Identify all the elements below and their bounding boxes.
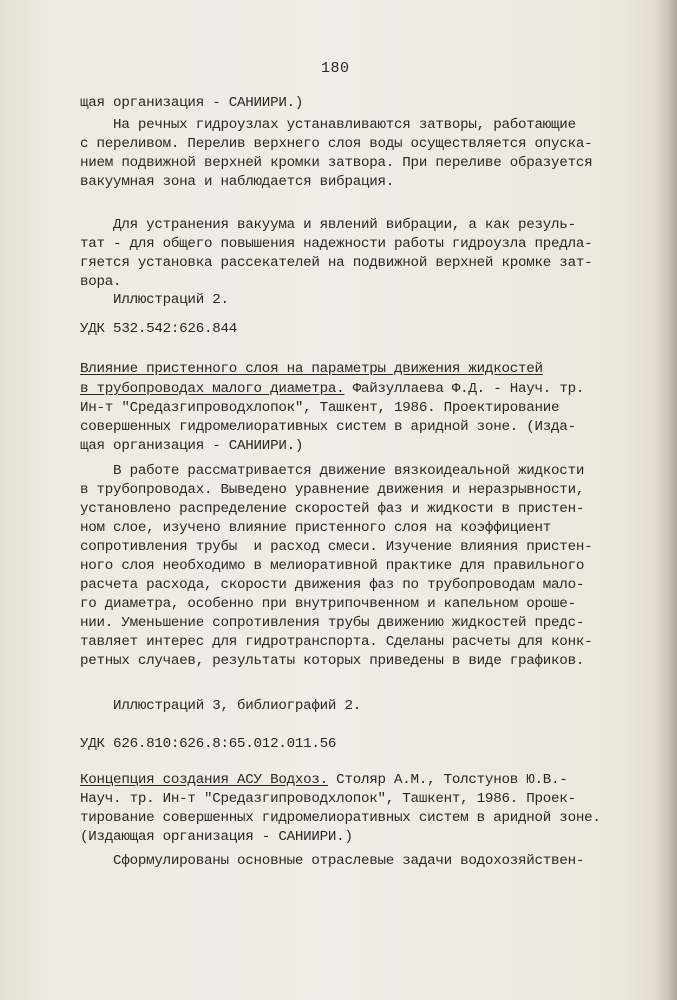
text-line: Сформулированы основные отраслевые задачи водохозяйствен- (80, 853, 585, 869)
article-authors: Столяр А.М., Толстунов Ю.В.- (327, 772, 568, 788)
text-line: (Издающая организация - САНИИРИ.) (80, 829, 353, 845)
text-line: тирование совершенных гидромелиоративных систем в аридной зоне. (80, 810, 601, 826)
article-authors: Файзуллаева Ф.Д. - Науч. тр. (344, 381, 585, 397)
text-line: ном слое, изучено влияние пристенного слоя на коэффициент (80, 520, 552, 536)
text-line: гяется установка рассекателей на подвижной верхней кромке зат- (80, 255, 593, 271)
article-title: Влияние пристенного слоя на параметры движения жидкостей (80, 361, 543, 377)
text-line: вакуумная зона и наблюдается вибрация. (80, 174, 395, 190)
article-title: в трубопроводах малого диаметра. (80, 381, 345, 397)
text-line: ного слоя необходимо в мелиоративной практике для правильного (80, 558, 585, 574)
udc-code: УДК 626.810:626.8:65.012.011.56 (80, 736, 337, 752)
text-line: тавляет интерес для гидротранспорта. Сделаны расчеты для конк- (80, 634, 593, 650)
article-title-line (80, 771, 568, 789)
text-line: с переливом. Перелив верхнего слоя воды осуществляется опуска- (80, 136, 593, 152)
text-line: го диаметра, особенно при внутрипочвенном и капельном ороше- (80, 596, 576, 612)
text-line: В работе рассматривается движение вязкоидеальной жидкости (80, 463, 585, 479)
page-number: 180 (321, 60, 350, 77)
text-line: нии. Уменьшение сопротивления трубы движению жидкостей предс- (80, 615, 585, 631)
article-title-line (80, 380, 584, 398)
text-line: Для устранения вакуума и явлений вибрации, а как резуль- (80, 217, 576, 233)
illustrations-note: Иллюстраций 3, библиографий 2. (80, 698, 361, 714)
text-line: в трубопроводах. Выведено уравнение движения и неразрывности, (80, 482, 585, 498)
text-line: совершенных гидромелиоративных систем в аридной зоне. (Изда- (80, 419, 576, 435)
text-line: нием подвижной верхней кромки затвора. При переливе образуется (80, 155, 593, 171)
article-title-line (80, 360, 543, 378)
text-line: тат - для общего повышения надежности работы гидроузла предла- (80, 236, 593, 252)
illustrations-note: Иллюстраций 2. (80, 292, 229, 308)
udc-code: УДК 532.542:626.844 (80, 321, 238, 337)
text-line: вора. (80, 274, 122, 290)
text-line: ретных случаев, результаты которых приведены в виде графиков. (80, 653, 585, 669)
page-edge-shadow (655, 0, 677, 1000)
text-line: щая организация - САНИИРИ.) (80, 95, 304, 111)
text-line: расчета расхода, скорости движения фаз по трубопроводам мало- (80, 577, 585, 593)
text-line: щая организация - САНИИРИ.) (80, 438, 304, 454)
text-line: сопротивления трубы и расход смеси. Изучение влияния пристен- (80, 539, 593, 555)
text-line: Науч. тр. Ин-т "Средазгипроводхлопок", Ташкент, 1986. Проек- (80, 791, 576, 807)
text-line: установлено распределение скоростей фаз и жидкости в пристен- (80, 501, 585, 517)
article-title: Концепция создания АСУ Водхоз. (80, 772, 328, 788)
text-line: На речных гидроузлах устанавливаются затворы, работающие (80, 117, 576, 133)
text-line: Ин-т "Средазгипроводхлопок", Ташкент, 1986. Проектирование (80, 400, 560, 416)
